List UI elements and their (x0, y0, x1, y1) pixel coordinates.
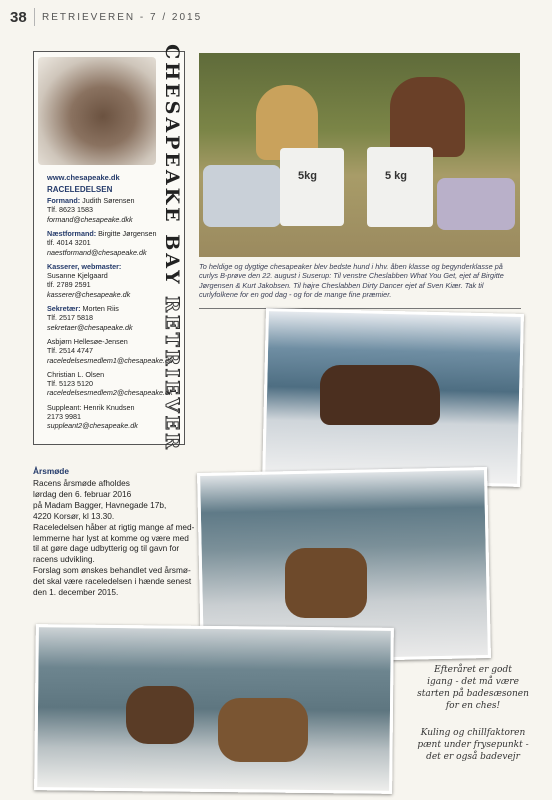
contact-text: Judith Sørensen (80, 196, 135, 205)
contact-text: 2173 9981 (47, 412, 81, 421)
note-line: starten på badesæsonen (417, 689, 529, 699)
annual-meeting-heading: Årsmøde (33, 466, 69, 476)
playing-dog-right-shape (218, 698, 308, 762)
contact-line (47, 238, 91, 247)
contact-email[interactable] (47, 290, 130, 299)
contact-text: Tlf. 2517 5818 (47, 313, 93, 323)
vertical-title-outline: RETRIEVER (161, 296, 183, 452)
contact-line (47, 379, 93, 388)
contact-email[interactable] (47, 356, 173, 365)
running-dog-shape (285, 548, 367, 618)
contact-line (47, 337, 128, 346)
annual-meeting-line: den 1. december 2015. (33, 587, 119, 597)
bag-label-left: 5kg (298, 170, 317, 182)
annual-meeting-line: det skal være raceledelsen i hænde senest (33, 576, 192, 587)
annual-meeting-line: til at gøre dage udbytterig og til gavn for (33, 543, 180, 554)
note-line: for en ches! (445, 701, 501, 711)
note-line: pænt under frysepunkt - (417, 740, 529, 750)
contact-line (47, 346, 93, 355)
contact-email[interactable] (47, 248, 147, 257)
contact-line (47, 403, 135, 412)
contact-text: sekretaer@chesapeake.dk (47, 322, 133, 332)
vertical-title-solid: CHESAPEAKE BAY (161, 44, 183, 287)
header-divider (34, 8, 35, 26)
two-dogs-playing-photo (34, 624, 394, 794)
contact-text: Tlf. 8623 1583 (47, 205, 93, 215)
contact-text: Christian L. Olsen (47, 369, 105, 379)
annual-meeting-line: Raceledelsen håber at rigtig mange af med- (33, 521, 195, 532)
contact-text: Suppleant: Henrik Knudsen (47, 402, 135, 412)
contact-line (47, 196, 134, 205)
annual-meeting-line: Racens årsmøde afholdes (33, 478, 130, 488)
contact-text: Susanne Kjelgaard (47, 271, 108, 281)
contact-email[interactable] (47, 323, 133, 332)
caption-rule (199, 308, 521, 309)
contact-email[interactable] (47, 215, 133, 224)
contact-text: naestformand@chesapeake.dk (47, 247, 147, 257)
note-line: igang - det må være (427, 677, 519, 687)
contact-line (47, 313, 93, 322)
brown-dog-shape (390, 77, 465, 157)
annual-meeting-line: lørdag den 6. februar 2016 (33, 488, 132, 499)
contact-text: raceledelsesmedlem2@chesapeake.dk (47, 388, 173, 398)
board-heading: RACELEDELSEN (47, 185, 113, 194)
contact-line (47, 304, 119, 313)
page-number: 38 (10, 9, 27, 26)
contact-text: formand@chesapeake.dkk (47, 214, 133, 224)
contact-role-label: Næstformand: (47, 228, 97, 238)
vertical-breed-title (160, 44, 184, 452)
note-line: Efteråret er godt (434, 665, 512, 675)
annual-meeting-line: lemmerne har lyst at komme og være med (33, 532, 189, 543)
contact-role-label: Sekretær: (47, 304, 81, 313)
contact-text: Asbjørn Hellesøe-Jensen (47, 336, 128, 346)
contact-line (47, 280, 91, 289)
swimming-dog-shape (320, 365, 440, 425)
note-line: det er også badevejr (426, 752, 520, 762)
contact-text: Tlf. 5123 5120 (47, 379, 93, 389)
contact-text: suppleant2@chesapeake.dk (47, 421, 138, 431)
photo-caption: To heldige og dygtige chesapeaker blev bedste hund i hhv. åben klasse og begynderklasse på curlys B-prøve den 22. august i Suserup: Til venstre Cheslabben What You Get, ejet af Birgitte Jørgensen & Kurt Jakobsen. Til højre Cheslabben Dirty Dancer ejet af Sven Kiær. Tak til curlyfolkene for en god dag - og for de mange fine præmier. (199, 262, 504, 299)
contact-line (47, 412, 81, 421)
annual-meeting-line: Forslag som ønskes behandlet ved årsmø- (33, 565, 191, 576)
prize-basket-left (203, 165, 281, 227)
contact-line (47, 229, 156, 238)
contact-text: Morten Riis (80, 304, 119, 313)
contact-text: tlf. 4014 3201 (47, 238, 91, 248)
contact-line (47, 370, 104, 379)
contact-role-label: Formand: (47, 196, 81, 205)
contact-email[interactable] (47, 388, 173, 397)
bag-label-right: 5 kg (385, 170, 408, 182)
contact-text: Birgitte Jørgensen (96, 228, 157, 238)
publication-title: RETRIEVEREN - 7 / 2015 (42, 12, 203, 23)
contact-line (47, 271, 108, 280)
contact-text: kasserer@chesapeake.dk (47, 289, 131, 299)
contact-text: tlf. 2789 2591 (47, 280, 91, 290)
contact-text: Tlf. 2514 4747 (47, 346, 93, 356)
chesapeake-portrait-photo (38, 57, 156, 165)
contact-text: raceledelsesmedlem1@chesapeake.dk (47, 355, 173, 365)
playing-dog-left-shape (126, 686, 194, 744)
annual-meeting-line: 4220 Korsør, kl 13.30. (33, 510, 115, 521)
food-bag-left (280, 148, 344, 226)
contact-line (47, 262, 121, 271)
contact-email[interactable] (47, 421, 138, 430)
contact-role-label: Kasserer, webmaster: (47, 261, 122, 271)
note-line: Kuling og chillfaktoren (420, 728, 526, 738)
annual-meeting-line: på Madam Bagger, Havnegade 17b, (33, 499, 167, 510)
club-website[interactable]: www.chesapeake.dk (47, 173, 120, 182)
food-bag-right (367, 147, 433, 227)
annual-meeting-line: racens udvikling. (33, 554, 95, 565)
contact-line (47, 205, 93, 214)
prize-basket-right (437, 178, 515, 230)
